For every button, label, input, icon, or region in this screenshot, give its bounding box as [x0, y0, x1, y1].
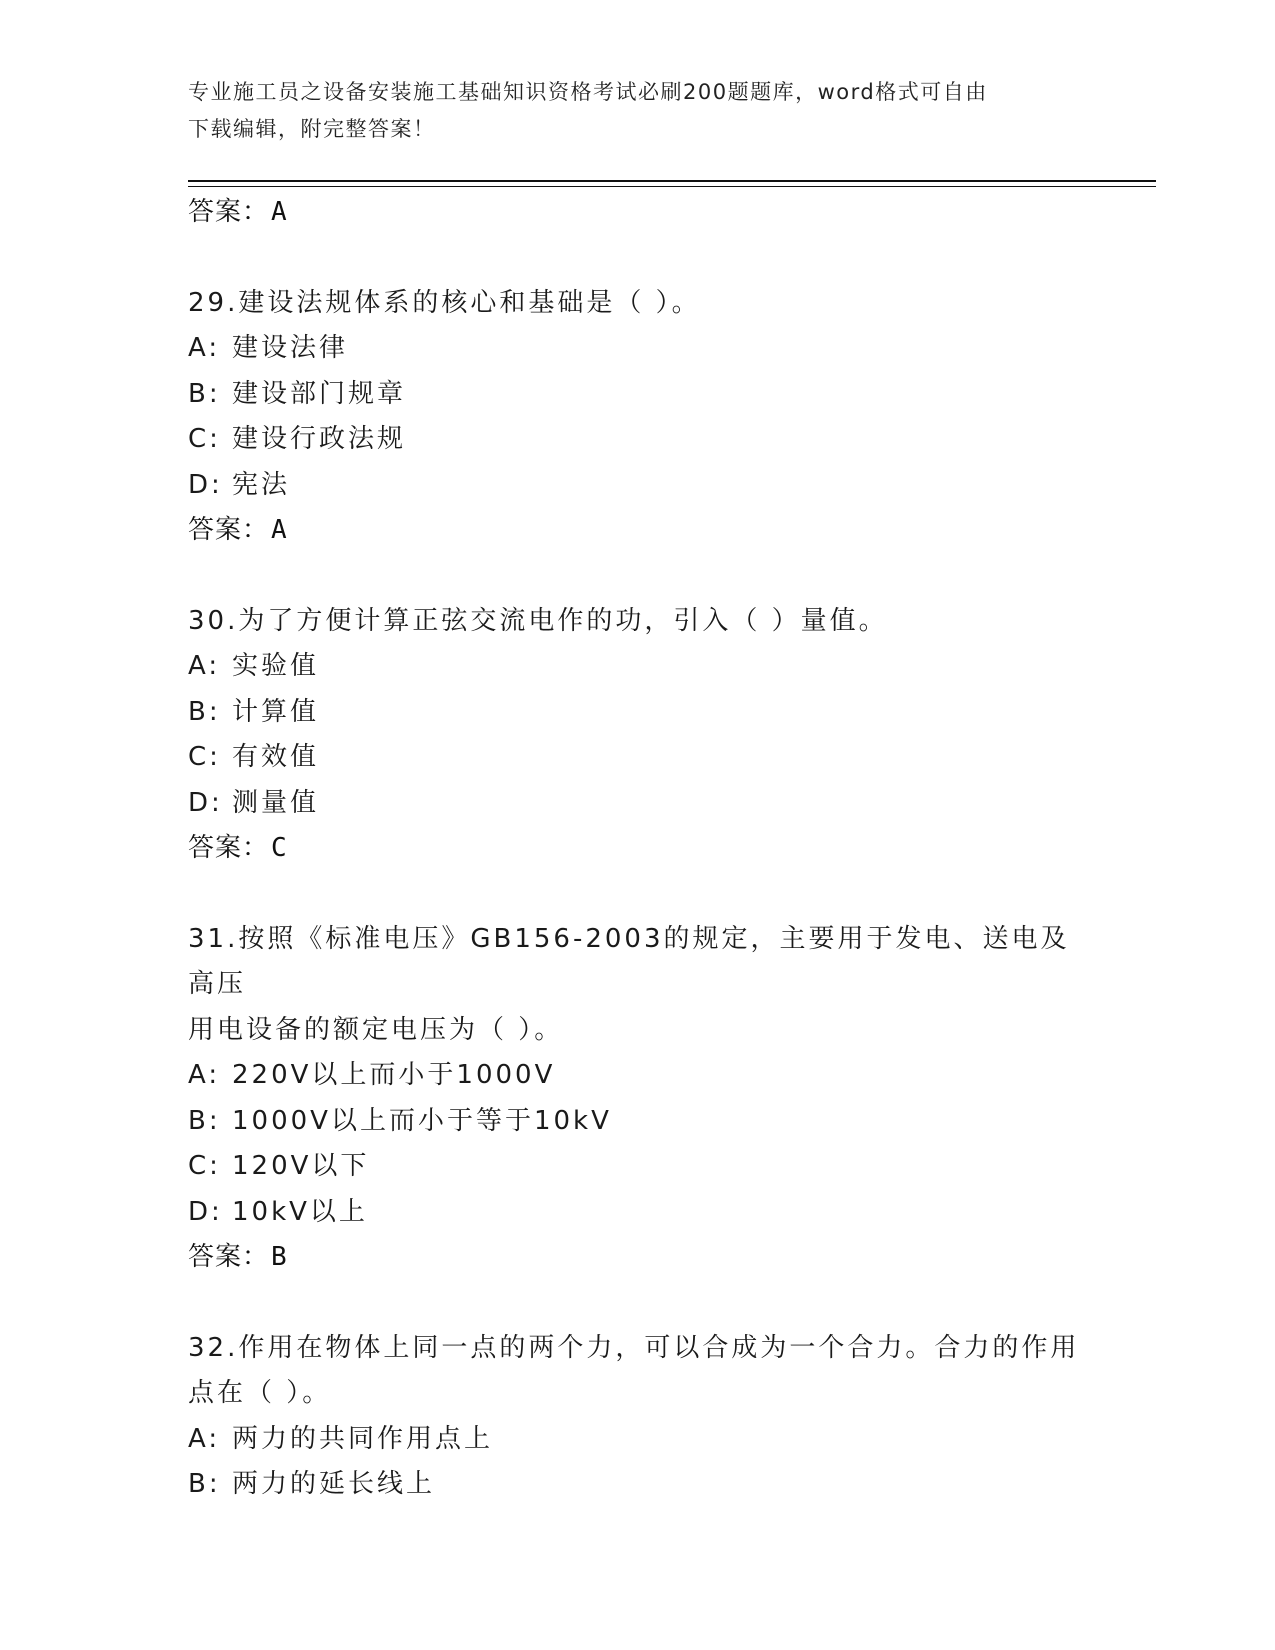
option-d: [188, 1190, 1088, 1236]
option-letter: B:: [188, 1105, 221, 1136]
option-letter: D:: [188, 469, 223, 500]
option-b: [188, 1099, 1088, 1145]
option-a: [188, 326, 1088, 372]
option-text: 两力的共同作用点上: [232, 1423, 494, 1454]
answer-line: [188, 1235, 1088, 1281]
answer-label: 答案：: [188, 1242, 270, 1272]
option-letter: C:: [188, 742, 221, 772]
option-c: [188, 735, 1088, 781]
question-32: [188, 1326, 1088, 1508]
header-line-2: 下载编辑，附完整答案！: [188, 117, 436, 141]
option-text: 120V以下: [232, 1151, 370, 1181]
option-a: [188, 644, 1088, 690]
answer-line: [188, 190, 1088, 236]
header-divider-thin: [188, 186, 1156, 187]
option-text: 220V以上而小于1000V: [232, 1060, 556, 1090]
question-stem-line-1: 31.按照《标准电压》GB156-2003的规定，主要用于发电、送电及高压: [188, 923, 1070, 999]
answer-value: A: [271, 515, 288, 545]
question-stem-line-2: 点在（ ）。: [188, 1378, 332, 1408]
question-list: [188, 190, 1088, 1508]
option-text: 测量值: [232, 787, 320, 818]
option-text: 建设行政法规: [232, 424, 407, 454]
option-letter: A:: [188, 651, 221, 681]
option-letter: B:: [188, 1469, 221, 1499]
option-letter: D:: [188, 787, 223, 818]
answer-label: 答案：: [188, 515, 270, 545]
option-a: [188, 1417, 1088, 1463]
option-letter: B:: [188, 696, 221, 727]
option-d: [188, 781, 1088, 827]
option-text: 10kV以上: [232, 1196, 368, 1227]
question-30: [188, 599, 1088, 872]
option-c: [188, 1144, 1088, 1190]
question-stem-line-2: 用电设备的额定电压为（ ）。: [188, 1014, 564, 1045]
header-divider-thick: [188, 180, 1156, 182]
question-stem: 29.建设法规体系的核心和基础是（ ）。: [188, 287, 701, 318]
option-b: [188, 690, 1088, 736]
option-letter: D:: [188, 1196, 223, 1227]
question-29: [188, 281, 1088, 554]
option-text: 宪法: [232, 469, 291, 500]
option-text: 两力的延长线上: [232, 1469, 436, 1499]
option-text: 1000V以上而小于等于10kV: [232, 1105, 612, 1136]
answer-value: A: [271, 197, 288, 227]
option-letter: A:: [188, 1423, 221, 1454]
option-text: 计算值: [232, 696, 320, 727]
question-stem-line-1: 32.作用在物体上同一点的两个力，可以合成为一个合力。合力的作用: [188, 1332, 1080, 1363]
option-letter: C:: [188, 1151, 221, 1181]
option-letter: C:: [188, 424, 221, 454]
question-31: [188, 917, 1088, 1281]
option-letter: B:: [188, 378, 221, 409]
option-d: [188, 463, 1088, 509]
document-header: [188, 74, 1088, 148]
option-b: [188, 1462, 1088, 1508]
answer-value: C: [271, 833, 288, 863]
option-letter: A:: [188, 1060, 221, 1090]
option-a: [188, 1053, 1088, 1099]
answer-label: 答案：: [188, 833, 270, 863]
answer-label: 答案：: [188, 197, 270, 227]
option-text: 有效值: [232, 742, 320, 772]
option-b: [188, 372, 1088, 418]
option-text: 实验值: [232, 651, 320, 681]
answer-line: [188, 508, 1088, 554]
question-stem: 30.为了方便计算正弦交流电作的功，引入（ ）量值。: [188, 605, 888, 636]
answer-value: B: [271, 1242, 288, 1272]
header-line-1: 专业施工员之设备安装施工基础知识资格考试必刷200题题库，word格式可自由: [188, 80, 988, 104]
option-c: [188, 417, 1088, 463]
option-letter: A:: [188, 333, 221, 363]
option-text: 建设部门规章: [232, 378, 407, 409]
option-text: 建设法律: [232, 333, 349, 363]
answer-line: [188, 826, 1088, 872]
